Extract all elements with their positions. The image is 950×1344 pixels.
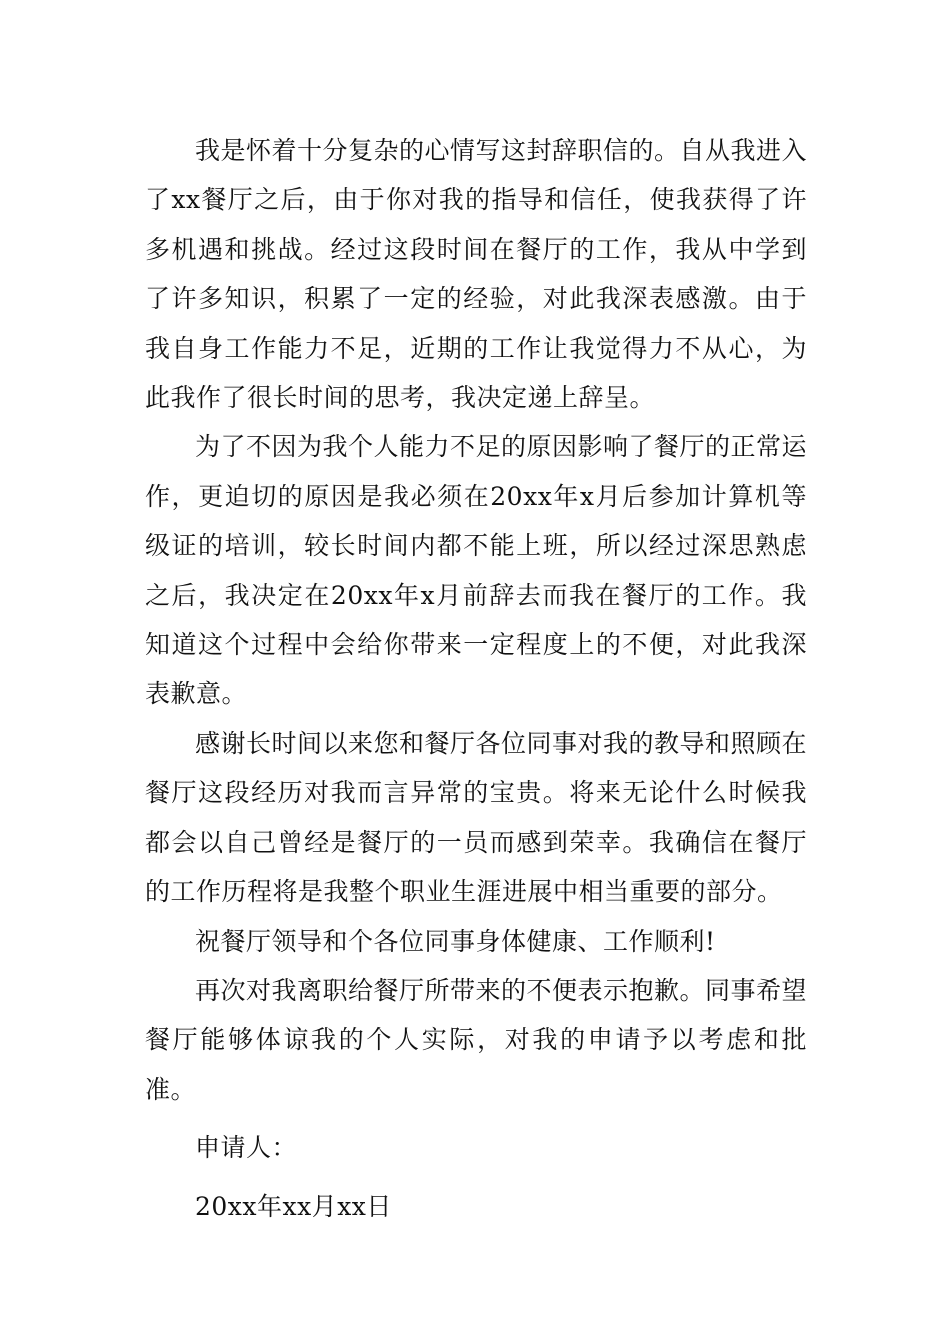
signature-date: 20xx年xx月xx日 (195, 1191, 392, 1221)
letter-body (145, 126, 807, 1231)
paragraph-reason: 为了不因为我个人能力不足的原因影响了餐厅的正常运作，更迫切的原因是我必须在20xx年x月后参加计算机等级证的培训，较长时间内都不能上班，所以经过深思熟虑之后，我决定在20xx年x月前辞去而我在餐厅的工作。我知道这个过程中会给你带来一定程度上的不便，对此我深表歉意。 (145, 432, 808, 709)
paragraph-apology: 再次对我离职给餐厅所带来的不便表示抱歉。同事希望餐厅能够体谅我的个人实际，对我的申请予以考虑和批准。 (145, 975, 808, 1104)
paragraph-wishes: 祝餐厅领导和个各位同事身体健康、工作顺利! (195, 926, 716, 956)
applicant-label: 申请人： (195, 1133, 298, 1163)
paragraph-opening: 我是怀着十分复杂的心情写这封辞职信的。自从我进入了xx餐厅之后，由于你对我的指导和信任，使我获得了许多机遇和挑战。经过这段时间在餐厅的工作，我从中学到了许多知识，积累了一定的经验，对此我深表感激。由于我自身工作能力不足，近期的工作让我觉得力不从心，为此我作了很长时间的思考，我决定递上辞呈。 (145, 136, 808, 413)
paragraph-thanks: 感谢长时间以来您和餐厅各位同事对我的教导和照顾在餐厅这段经历对我而言异常的宝贵。将来无论什么时候我都会以自己曾经是餐厅的一员而感到荣幸。我确信在餐厅的工作历程将是我整个职业生涯进展中相当重要的部分。 (145, 728, 808, 907)
